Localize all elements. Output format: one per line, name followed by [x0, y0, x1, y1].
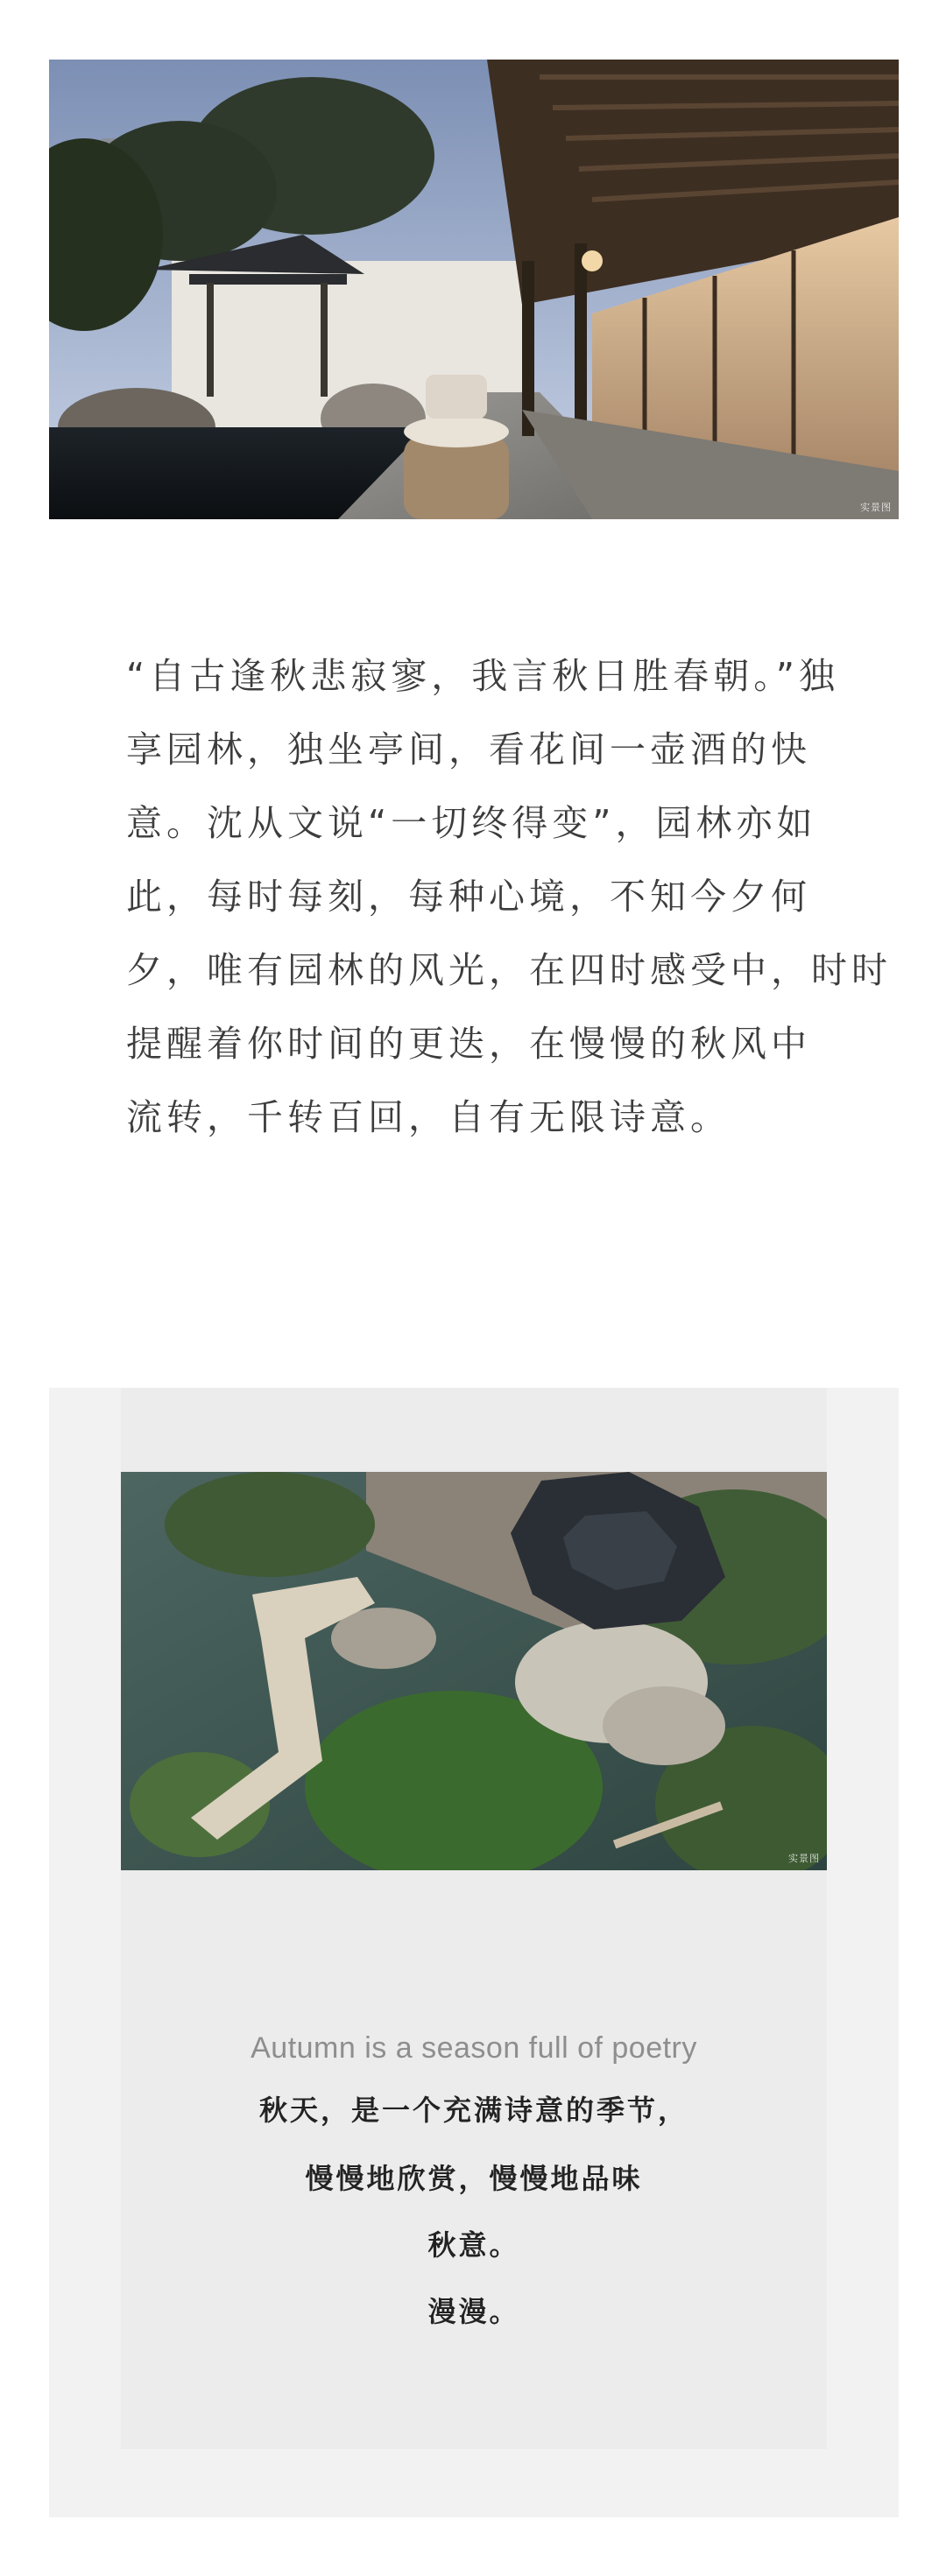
- watermark-label: 实景图: [860, 502, 892, 513]
- feature-card: [49, 1388, 899, 2517]
- caption-chinese-line: 秋天，是一个充满诗意的季节，: [258, 2094, 688, 2127]
- poem-line: 此，每时每刻，每种心境，不知今夕何: [126, 876, 811, 918]
- watermark-label: 实景图: [788, 1853, 820, 1864]
- poem-line: 意。沈从文说“一切终得变”，园林亦如: [126, 802, 817, 844]
- caption-chinese-line: 漫漫。: [427, 2295, 520, 2328]
- caption-english: Autumn is a season full of poetry: [251, 2031, 697, 2065]
- poem-line: 享园林，独坐亭间，看花间一壶酒的快: [126, 728, 811, 771]
- poem-line: 流转，千转百回，自有无限诗意。: [126, 1096, 731, 1138]
- courtyard-photo: [49, 60, 899, 519]
- caption-chinese-line: 慢慢地欣赏，慢慢地品味: [305, 2162, 643, 2195]
- aerial-garden-photo: [121, 1472, 827, 1870]
- caption-chinese-line: 秋意。: [427, 2228, 520, 2262]
- poem-line: 提醒着你时间的更迭，在慢慢的秋风中: [126, 1023, 811, 1065]
- poem-paragraph: [126, 639, 892, 1154]
- poem-line: 夕，唯有园林的风光，在四时感受中，时时: [126, 949, 892, 991]
- poem-line: “自古逢秋悲寂寥，我言秋日胜春朝。”独: [126, 655, 839, 697]
